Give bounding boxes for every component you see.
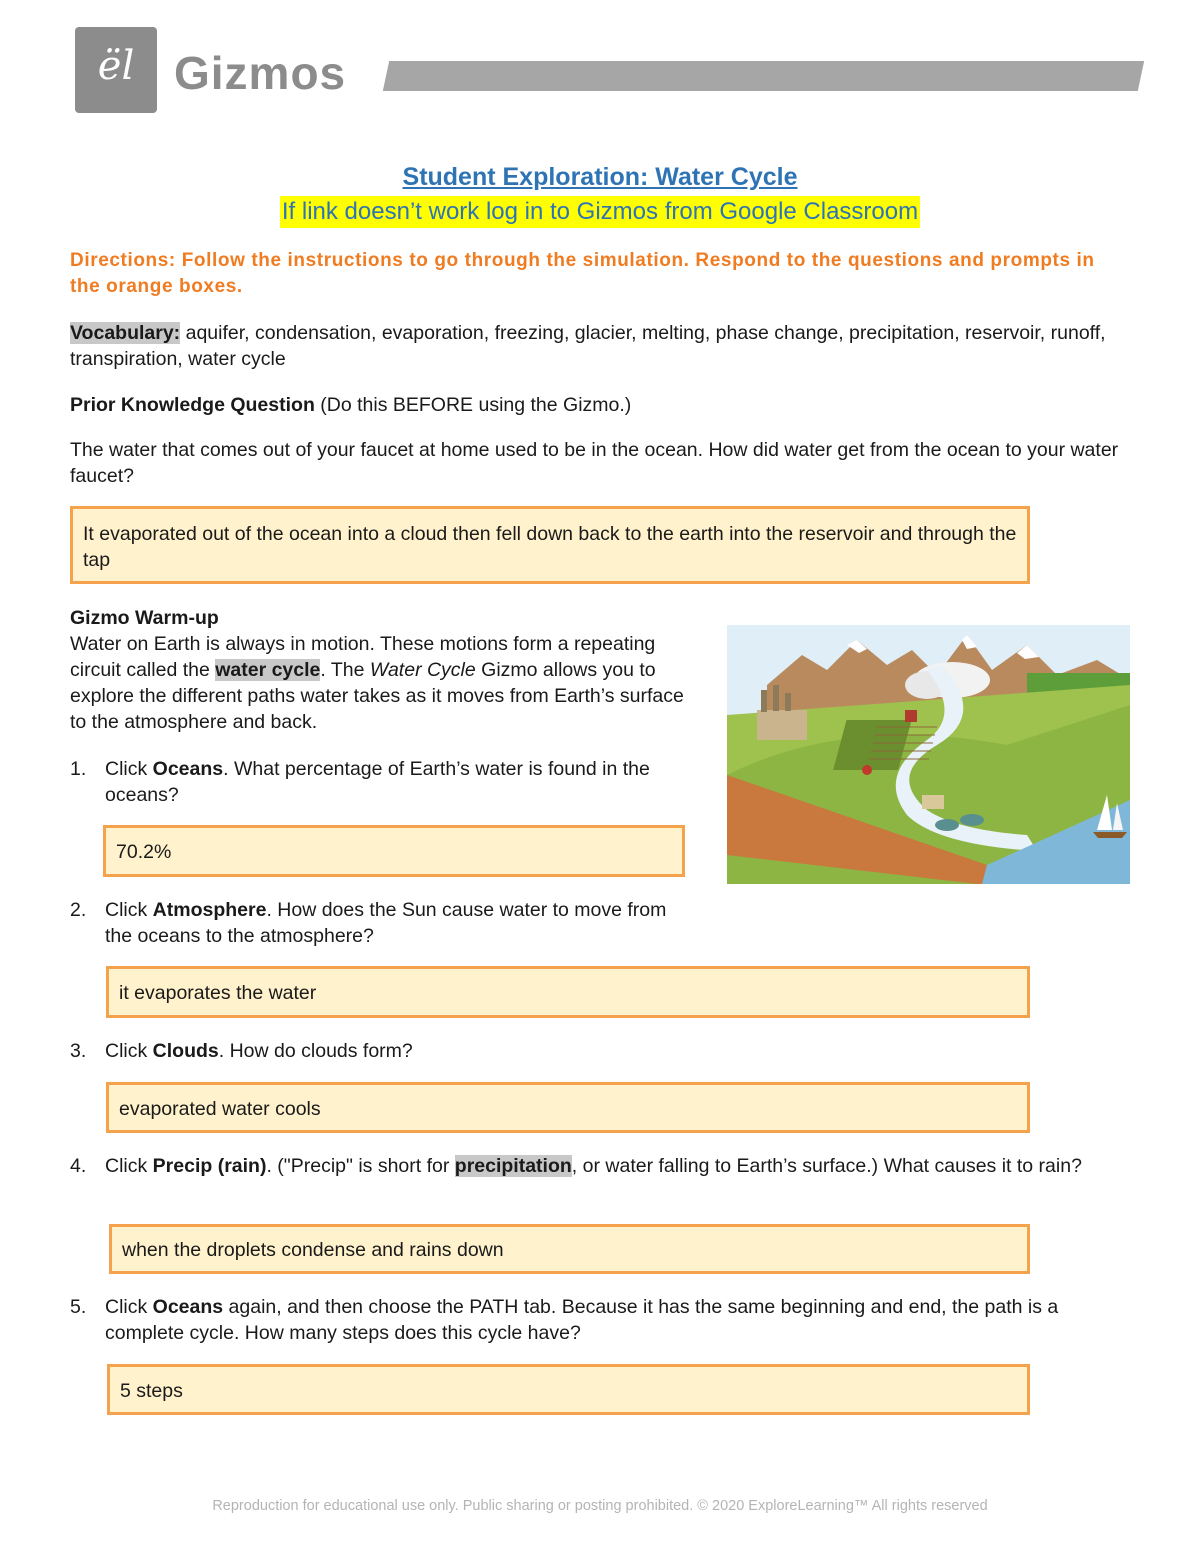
q1-post: . What percentage of Earth’s water is found in the oceans? bbox=[105, 758, 650, 806]
warmup-intro-text: Water on Earth is always in motion. These motions form a repeating circuit called the bbox=[70, 633, 656, 681]
question-number-5: 5. bbox=[70, 1296, 87, 1318]
vocabulary-label: Vocabulary: bbox=[70, 322, 181, 344]
q3-bold: Clouds bbox=[152, 1040, 219, 1062]
q4-bold: Precip (rain) bbox=[152, 1155, 267, 1177]
question-3 bbox=[105, 1038, 1005, 1064]
question-4 bbox=[105, 1153, 1125, 1179]
question-2 bbox=[105, 897, 695, 949]
answer-box-4[interactable]: when the droplets condense and rains down bbox=[109, 1224, 1030, 1274]
prior-knowledge-heading: Prior Knowledge Question bbox=[70, 394, 315, 416]
gizmos-logo-text: Gizmos bbox=[174, 47, 347, 99]
answer-box-prior-knowledge[interactable]: It evaporated out of the ocean into a cloud then fell down back to the earth into the reservoir and through the tap bbox=[70, 506, 1030, 584]
answer-box-5[interactable]: 5 steps bbox=[107, 1364, 1030, 1415]
warmup-italic: Water Cycle bbox=[369, 659, 476, 681]
logo-glyph: ël bbox=[97, 43, 135, 89]
q3-pre: Click bbox=[105, 1040, 153, 1062]
vocabulary-paragraph bbox=[70, 320, 1130, 372]
warmup-intro-text-2: . The bbox=[320, 659, 370, 681]
q1-pre: Click bbox=[105, 758, 153, 780]
q5-bold: Oceans bbox=[152, 1296, 224, 1318]
question-number-3: 3. bbox=[70, 1040, 87, 1062]
q5-pre: Click bbox=[105, 1296, 153, 1318]
prior-knowledge-note: (Do this BEFORE using the Gizmo.) bbox=[314, 394, 632, 416]
subtitle-highlight: If link doesn’t work log in to Gizmos from Google Classroom bbox=[280, 196, 920, 228]
warmup-intro-text-3: Gizmo allows you to explore the different paths water takes as it moves from Earth’s surface to the atmosphere and back. bbox=[70, 659, 684, 733]
warmup-intro bbox=[70, 631, 700, 735]
q1-bold: Oceans bbox=[152, 758, 224, 780]
prior-knowledge-heading-line bbox=[70, 392, 1130, 418]
answer-box-3[interactable]: evaporated water cools bbox=[106, 1082, 1030, 1133]
q2-post: . How does the Sun cause water to move from the oceans to the atmosphere? bbox=[105, 899, 667, 947]
answer-box-2[interactable]: it evaporates the water bbox=[106, 966, 1030, 1018]
page-title[interactable]: Student Exploration: Water Cycle bbox=[402, 163, 798, 191]
q4-post: . ("Precip" is short for bbox=[266, 1155, 455, 1177]
question-1 bbox=[105, 756, 685, 808]
warmup-heading: Gizmo Warm-up bbox=[70, 607, 219, 629]
q4-post-2: , or water falling to Earth’s surface.) What causes it to rain? bbox=[571, 1155, 1082, 1177]
water-cycle-scene-image bbox=[727, 625, 1130, 884]
question-5 bbox=[105, 1294, 1130, 1346]
prior-knowledge-question: The water that comes out of your faucet at home used to be in the ocean. How did water get from the ocean to your water faucet? bbox=[70, 439, 1119, 487]
question-number-2: 2. bbox=[70, 899, 87, 921]
water-cycle-term: water cycle bbox=[215, 659, 321, 681]
q5-post: again, and then choose the PATH tab. Because it has the same beginning and end, the path is a complete cycle. How many steps does this cycle have? bbox=[105, 1296, 1059, 1344]
answer-box-1[interactable]: 70.2% bbox=[103, 825, 685, 877]
q2-pre: Click bbox=[105, 899, 153, 921]
precipitation-term: precipitation bbox=[454, 1155, 572, 1177]
subtitle-wrap bbox=[0, 196, 1200, 228]
q3-post: . How do clouds form? bbox=[218, 1040, 413, 1062]
explorelearning-logo-icon bbox=[75, 27, 157, 113]
question-number-1: 1. bbox=[70, 758, 87, 780]
question-number-4: 4. bbox=[70, 1155, 87, 1177]
vocabulary-text: aquifer, condensation, evaporation, freezing, glacier, melting, phase change, precipitation, reservoir, runoff, transpiration, water cycle bbox=[70, 322, 1106, 370]
q4-pre: Click bbox=[105, 1155, 153, 1177]
footer-copyright: Reproduction for educational use only. Public sharing or posting prohibited. © 2020 ExploreLearning™ All rights reserved bbox=[212, 1498, 988, 1514]
directions: Directions: Follow the instructions to go through the simulation. Respond to the questions and prompts in the orange boxes. bbox=[70, 250, 1095, 297]
q2-bold: Atmosphere bbox=[152, 899, 267, 921]
header-bar bbox=[383, 61, 1144, 91]
